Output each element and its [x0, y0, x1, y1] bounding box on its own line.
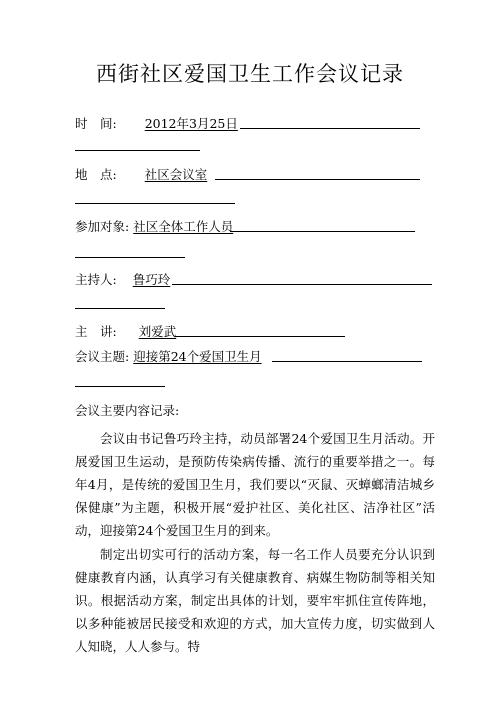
time-value: 2012年3月25日	[144, 116, 238, 131]
paragraph-1: 会议由书记鲁巧玲主持，动员部署24个爱国卫生月活动。开展爱国卫生运动，是预防传染病传播、流行的重要举措之一。每年4月，是传统的爱国卫生月，我们要以“灭鼠、灭蟑螂清洁城乡保健康”为主题，积极开展“爱护社区、美化社区、洁净社区”活动，迎接第24个爱国卫生月的到来。	[75, 431, 435, 538]
speaker-label: 主 讲:	[75, 324, 117, 339]
time-underline-continuation	[75, 150, 200, 151]
host-field	[75, 270, 170, 288]
attendees-underline-continuation	[75, 257, 185, 258]
topic-underline	[272, 361, 422, 362]
document-title: 西街社区爱国卫生工作会议记录	[96, 62, 404, 86]
speaker-field	[75, 322, 176, 340]
place-label: 地 点:	[75, 167, 117, 182]
host-underline	[172, 284, 432, 285]
attendees-label: 参加对象:	[75, 219, 130, 234]
paragraph-2: 制定出切实可行的活动方案，每一名工作人员要充分认识到健康教育内涵，认真学习有关健康教育、病媒生物防制等相关知识。根据活动方案，制定出具体的计划，要牢牢抓住宣传阵地，以多种能被居民接受和欢迎的方式，加大宣传力度，切实做到人人知晓，人人参与。特	[75, 547, 435, 654]
place-field	[75, 165, 207, 183]
time-label: 时 间:	[75, 116, 117, 131]
time-field	[75, 114, 238, 132]
attendees-underline	[230, 231, 415, 232]
topic-value: 迎接第24个爱国卫生月	[133, 349, 262, 364]
speaker-underline	[175, 336, 345, 337]
place-underline-continuation	[75, 203, 235, 204]
speaker-value: 刘爱武	[138, 324, 177, 339]
content-label: 会议主要内容记录:	[75, 403, 180, 418]
attendees-value: 社区全体工作人员	[133, 219, 234, 234]
place-value: 社区会议室	[144, 167, 208, 182]
place-underline	[215, 179, 420, 180]
host-value: 鲁巧玲	[132, 272, 171, 287]
topic-label: 会议主题:	[75, 349, 130, 364]
attendees-field	[75, 217, 233, 235]
host-label: 主持人:	[75, 272, 117, 287]
time-underline	[240, 128, 420, 129]
host-underline-continuation	[75, 308, 165, 309]
topic-underline-continuation	[75, 386, 165, 387]
topic-field	[75, 347, 262, 365]
